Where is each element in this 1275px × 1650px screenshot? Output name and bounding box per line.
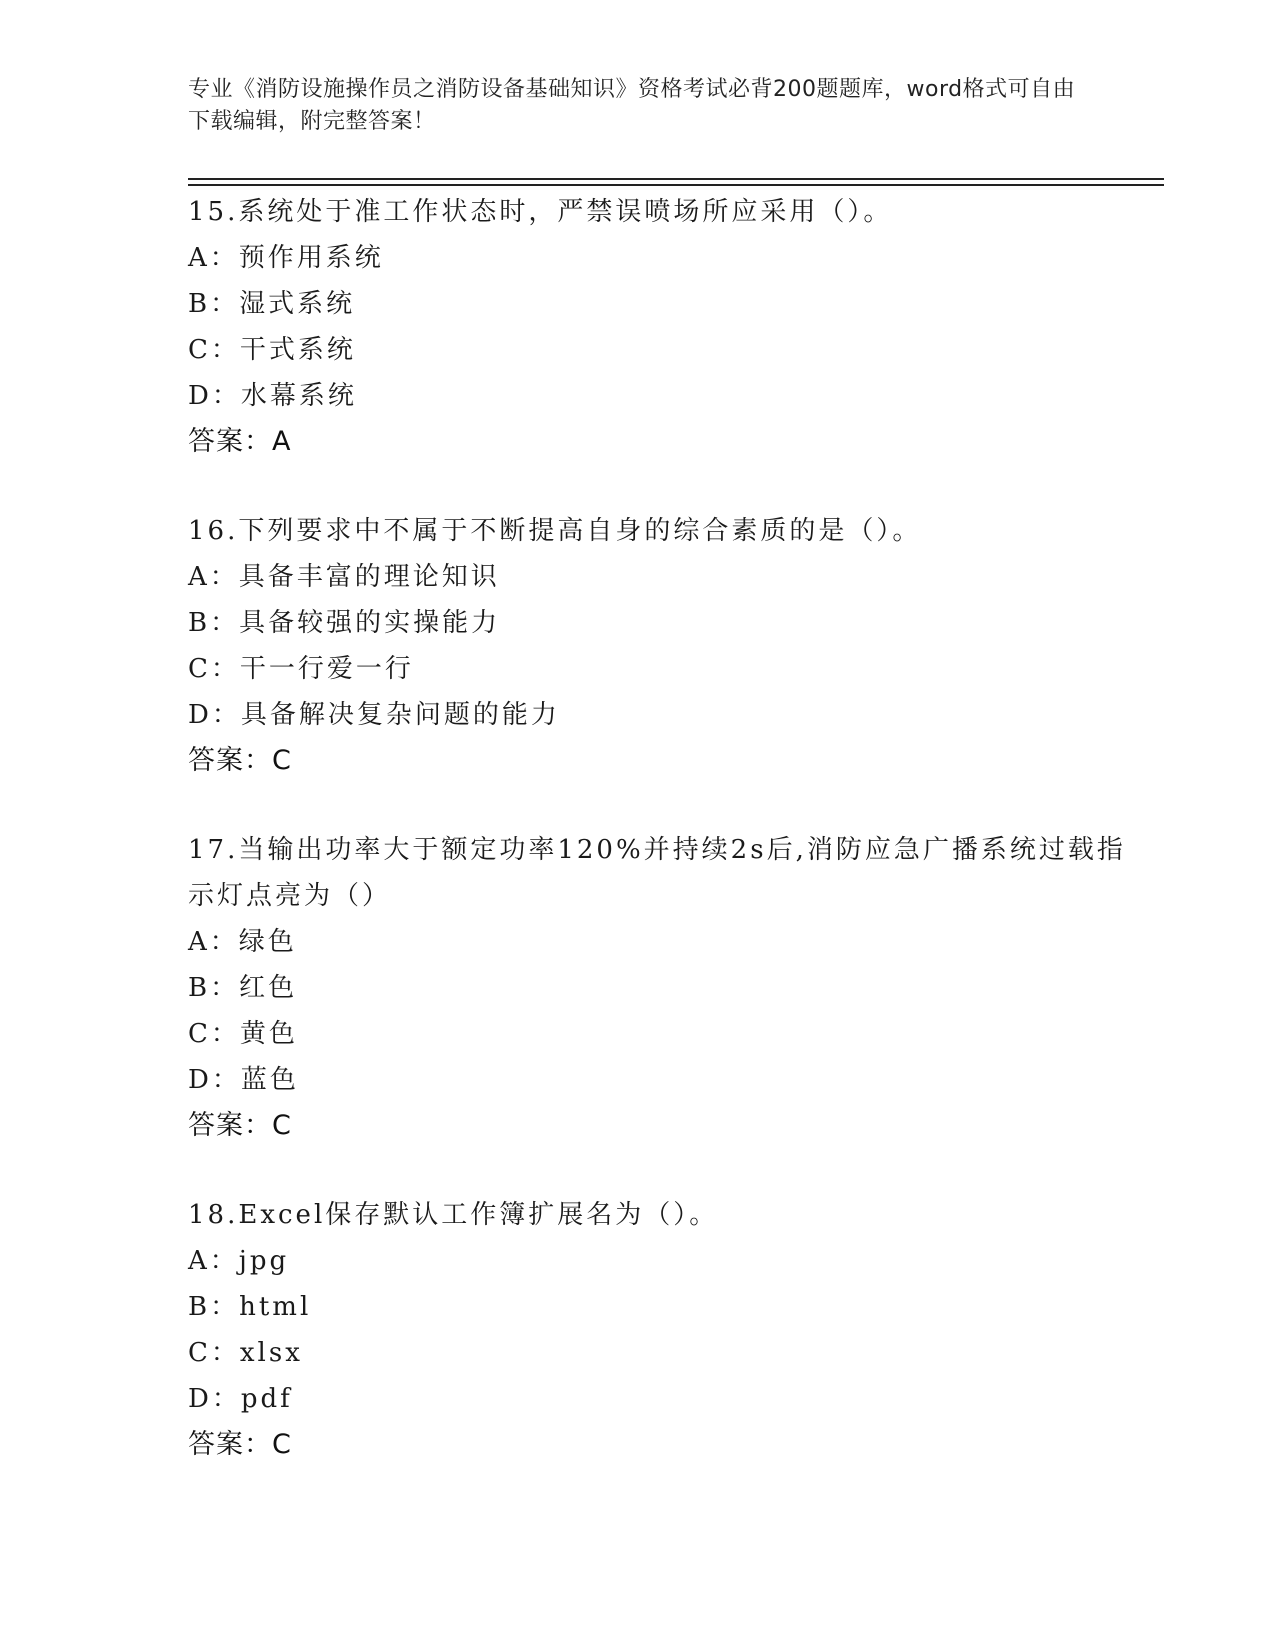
question-stem: 16.下列要求中不属于不断提高自身的综合素质的是（）。 [188, 516, 922, 546]
question-15 [188, 189, 1128, 465]
option-d: D：具备解决复杂问题的能力 [188, 700, 560, 730]
option-d: D：水幕系统 [188, 381, 357, 411]
option-a: A：jpg [188, 1246, 290, 1276]
question-stem: 15.系统处于准工作状态时，严禁误喷场所应采用（）。 [188, 197, 893, 227]
option-b: B：湿式系统 [188, 289, 356, 319]
header-divider-bottom [188, 184, 1164, 186]
answer: 答案：C [188, 1429, 292, 1460]
answer: 答案：C [188, 1110, 292, 1141]
option-a: A：预作用系统 [188, 243, 384, 273]
option-b: B：具备较强的实操能力 [188, 608, 501, 638]
header-divider-top [188, 178, 1164, 180]
question-stem: 18.Excel保存默认工作簿扩展名为（）。 [188, 1200, 719, 1230]
option-a: A：具备丰富的理论知识 [188, 562, 500, 592]
option-c: C：干式系统 [188, 335, 356, 365]
question-17 [188, 827, 1128, 1149]
option-c: C：干一行爱一行 [188, 654, 414, 684]
option-c: C：xlsx [188, 1338, 303, 1368]
option-d: D：蓝色 [188, 1065, 299, 1095]
answer: 答案：A [188, 426, 292, 457]
option-a: A：绿色 [188, 927, 297, 957]
option-b: B：html [188, 1292, 312, 1322]
option-b: B：红色 [188, 973, 298, 1003]
document-header: 专业《消防设施操作员之消防设备基础知识》资格考试必背200题题库，word格式可自由下载编辑，附完整答案！ [188, 77, 1076, 134]
answer: 答案：C [188, 745, 292, 776]
question-stem: 17.当输出功率大于额定功率120%并持续2s后,消防应急广播系统过载指示灯点亮为（） [188, 835, 1126, 911]
question-16 [188, 508, 1128, 784]
question-18 [188, 1192, 1128, 1468]
option-c: C：黄色 [188, 1019, 298, 1049]
option-d: D：pdf [188, 1384, 293, 1414]
